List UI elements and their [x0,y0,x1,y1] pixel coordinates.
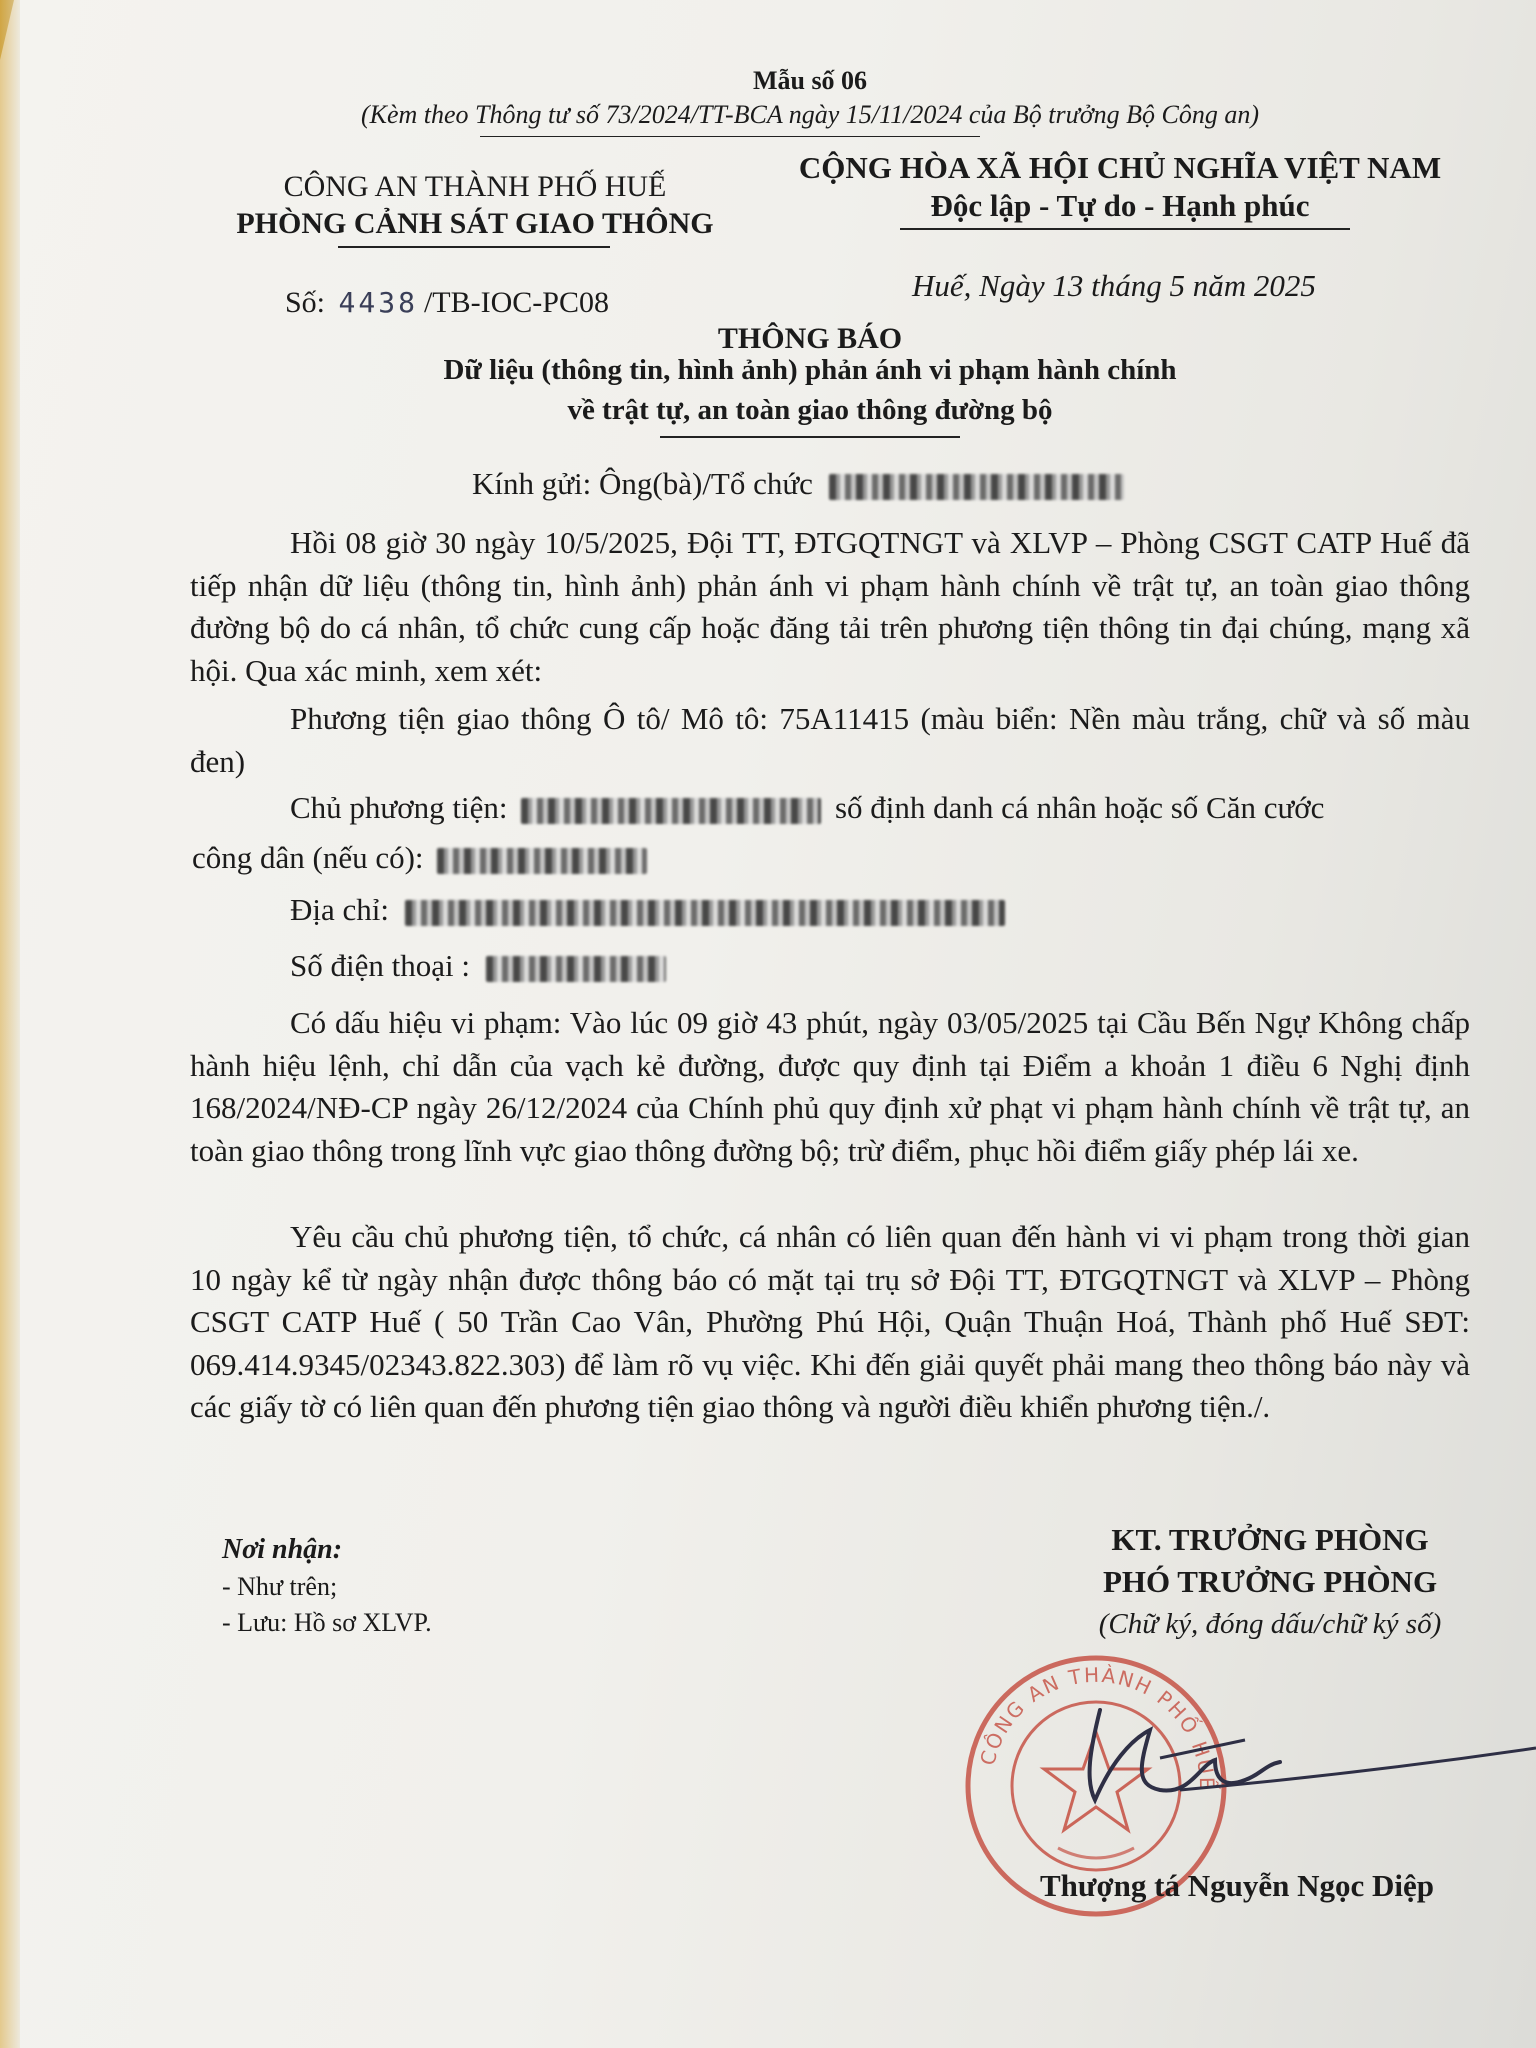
header-rule [480,136,980,137]
redacted-address [405,900,1005,926]
paragraph-violation: Có dấu hiệu vi phạm: Vào lúc 09 giờ 43 phút, ngày 03/05/2025 tại Cầu Bến Ngự Không chấp hành hiệu lệnh, chỉ dẫn của vạch kẻ đường, được quy định tại Điểm a khoản 1 điều 6 Nghị định 168/2024/NĐ-CP ngày 26/12/2024 của Chính phủ quy định xử phạt vi phạm hành chính về trật tự, an toàn giao thông trong lĩnh vực giao thông đường bộ; trừ điểm, phục hồi điểm giấy phép lái xe. [190,1005,1470,1168]
sign-role-2: PHÓ TRƯỞNG PHÒNG [1102,1564,1438,1599]
doc-number [285,286,609,320]
title-underline [660,436,960,438]
owner-line [290,790,1324,826]
signer-name: Thượng tá Nguyễn Ngọc Diệp [1040,1868,1435,1903]
agency-underline [338,246,610,248]
doc-number-label: Số: [285,286,326,319]
doc-number-handwritten: 4438 [338,286,418,319]
recipient-item: - Lưu: Hồ sơ XLVP. [222,1608,432,1637]
owner-label: Chủ phương tiện: [290,790,508,825]
address-label: Địa chỉ: [290,892,389,927]
recipient-line [472,466,1124,502]
agency-name: PHÒNG CẢNH SÁT GIAO THÔNG [236,207,714,240]
phone-line [290,948,666,984]
nation-title: CỘNG HÒA XÃ HỘI CHỦ NGHĨA VIỆT NAM [798,150,1442,185]
place-date: Huế, Ngày 13 tháng 5 năm 2025 [912,268,1316,303]
paragraph-request: Yêu cầu chủ phương tiện, tổ chức, cá nhân có liên quan đến hành vi vi phạm trong thời gian 10 ngày kể từ ngày nhận được thông báo có mặt tại trụ sở Đội TT, ĐTGQTNGT và XLVP – Phòng CSGT CATP Huế ( 50 Trần Cao Vân, Phường Phú Hội, Quận Thuận Hoá, Thành phố Huế SĐT: 069.414.9345/02343.822.303) để làm rõ vụ việc. Khi đến giải quyết phải mang theo thông báo này và các giấy tờ có liên quan đến phương tiện giao thông và người điều khiển phương tiện./. [190,1219,1470,1424]
agency-parent: CÔNG AN THÀNH PHỐ HUẾ [283,170,667,203]
redacted-owner [521,798,821,824]
address-line [290,892,1005,928]
recipient-item: - Như trên; [222,1572,338,1601]
doc-number-suffix: /TB-IOC-PC08 [423,286,609,319]
doc-subtitle-2: về trật tự, an toàn giao thông đường bộ [567,394,1053,426]
paragraph-vehicle: Phương tiện giao thông Ô tô/ Mô tô: 75A11415 (màu biển: Nền màu trắng, chữ và số màu đen) [190,701,1470,779]
id-line [192,840,647,876]
form-number: Mẫu số 06 [752,66,868,95]
redacted-recipient [829,474,1124,500]
redacted-id [437,848,647,874]
nation-motto: Độc lập - Tự do - Hạnh phúc [930,188,1310,223]
page-edge [0,0,20,2048]
paragraph-received: Hồi 08 giờ 30 ngày 10/5/2025, Đội TT, ĐTGQTNGT và XLVP – Phòng CSGT CATP Huế đã tiếp nhận dữ liệu (thông tin, hình ảnh) phản ánh vi phạm hành chính về trật tự, an toàn giao thông đường bộ do cá nhân, tổ chức cung cấp hoặc đăng tải trên phương tiện thông tin đại chúng, mạng xã hội. Qua xác minh, xem xét: [190,525,1470,688]
id-label: công dân (nếu có): [192,840,424,875]
phone-label: Số điện thoại : [290,948,470,983]
owner-id-label: số định danh cá nhân hoặc số Căn cước [834,790,1325,825]
form-reference: (Kèm theo Thông tư số 73/2024/TT-BCA ngày 15/11/2024 của Bộ trưởng Bộ Công an) [360,100,1260,129]
handwritten-signature [1040,1670,1536,1840]
redacted-phone [486,956,666,982]
sign-role-1: KT. TRƯỞNG PHÒNG [1111,1522,1429,1557]
recipients-title: Nơi nhận: [222,1534,343,1565]
motto-underline [900,228,1350,230]
stamp-lettering: CÔNG AN THÀNH PHỐ HUẾ [975,1662,1220,1792]
recipient-label: Kính gửi: Ông(bà)/Tổ chức [472,466,813,501]
sign-note: (Chữ ký, đóng dấu/chữ ký số) [1098,1608,1442,1640]
doc-subtitle-1: Dữ liệu (thông tin, hình ảnh) phản ánh vi phạm hành chính [443,354,1177,386]
doc-title: THÔNG BÁO [717,322,903,355]
